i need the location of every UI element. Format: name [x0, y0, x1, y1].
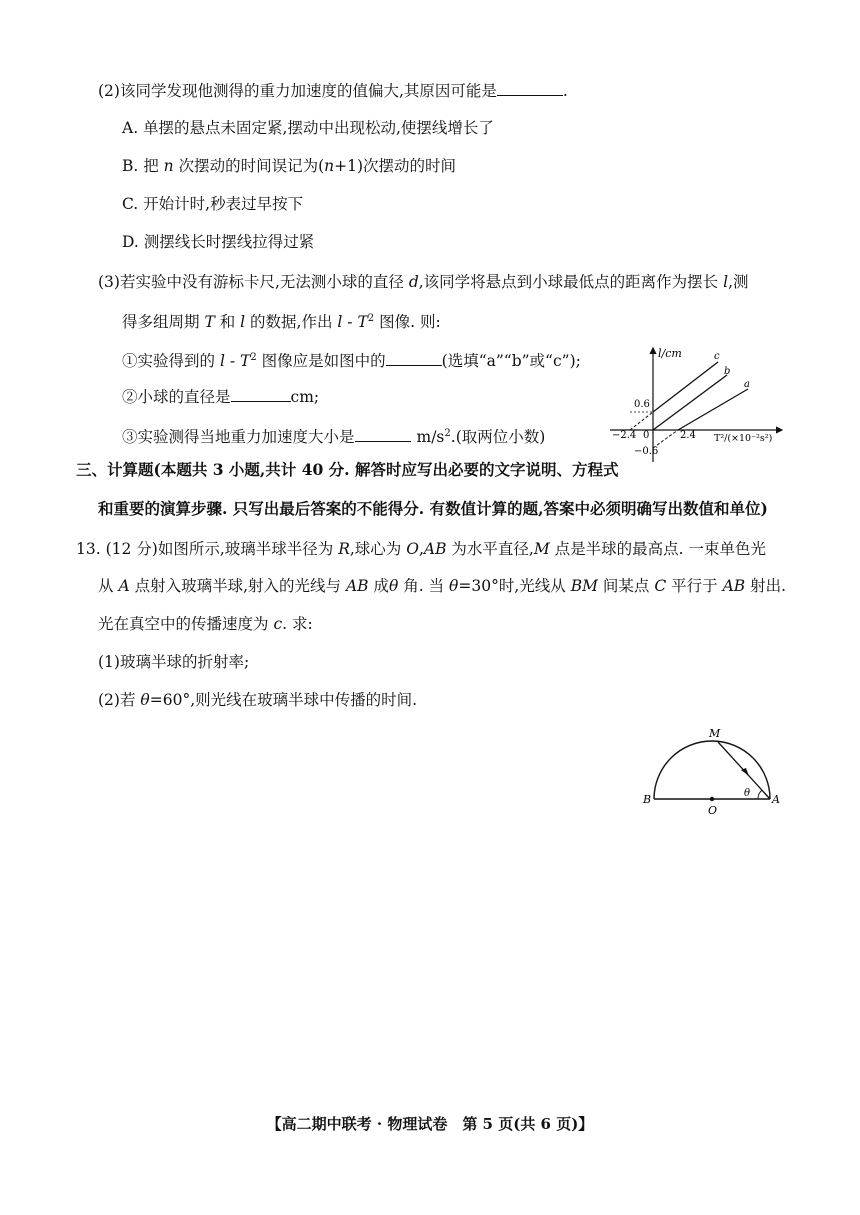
l-t2-graph	[600, 340, 790, 465]
hemisphere-diagram	[640, 722, 790, 822]
q13-line-1: 13. (12 分)如图所示,玻璃半球半径为 R,球心为 O,AB 为水平直径,M 点是半球的最高点. 一束单色光	[76, 540, 766, 558]
graph-y-neg: −0.6	[634, 446, 659, 457]
graph-origin: 0	[643, 430, 650, 441]
q2-option-a: A. 单摆的悬点未固定紧,摆动中出现松动,使摆线增长了	[122, 119, 494, 137]
q2-answer-blank[interactable]	[497, 80, 563, 96]
q3-sub-2: ②小球的直径是 cm;	[122, 388, 320, 406]
q3-line-1: (3)若实验中没有游标卡尺,无法测小球的直径 d,该同学将悬点到小球最低点的距离作为摆长 l,测	[98, 273, 749, 291]
q3-sub2-blank[interactable]	[231, 386, 291, 402]
theta-label: θ	[744, 788, 751, 799]
graph-line-c-label: c	[714, 351, 720, 362]
center-point-o	[710, 797, 714, 801]
hemisphere-arc	[654, 741, 770, 799]
graph-line-a-label: a	[744, 379, 750, 390]
q13-line-2: 从 A 点射入玻璃半球,射入的光线与 AB 成θ 角. 当 θ=30°时,光线从 BM 间某点 C 平行于 AB 射出.	[98, 577, 787, 595]
graph-line-b-label: b	[724, 366, 731, 377]
q2-stem: (2)该同学发现他测得的重力加速度的值偏大,其原因可能是 .	[98, 82, 568, 100]
graph-x-pos: 2.4	[680, 430, 696, 441]
q13-line-3: 光在真空中的传播速度为 c. 求:	[98, 615, 313, 633]
point-a-label: A	[772, 793, 780, 806]
point-o-label: O	[708, 804, 718, 817]
q3-sub-3: ③实验测得当地重力加速度大小是 $m/s^2$.(取两位小数)	[122, 428, 546, 447]
page-footer: 【高二期中联考 · 物理试卷 第 5 页(共 6 页)】	[266, 1115, 594, 1133]
line-c-dashed	[630, 412, 653, 430]
graph-x-neg: −2.4	[612, 430, 637, 441]
graph-y-label: l/cm	[658, 347, 682, 360]
graph-y-pos: 0.6	[634, 399, 650, 410]
q13-part-1: (1)玻璃半球的折射率;	[98, 653, 250, 671]
section-3-heading: 三、计算题(本题共 3 小题,共计 40 分. 解答时应写出必要的文字说明、方程式	[76, 460, 619, 479]
q3-line-2: 得多组周期 T 和 l 的数据,作出 l - $T^2$ 图像. 则:	[122, 313, 441, 332]
theta-arc	[758, 790, 762, 799]
section-3-heading-cont: 和重要的演算步骤. 只写出最后答案的不能得分. 有数值计算的题,答案中必须明确写出数值和单位)	[98, 499, 768, 518]
q3-sub1-blank[interactable]	[386, 350, 442, 366]
line-c	[653, 362, 718, 412]
q13-part-2: (2)若 θ=60°,则光线在玻璃半球中传播的时间.	[98, 691, 418, 709]
point-b-label: B	[643, 793, 652, 806]
graph-x-label: T²/(×10⁻²s²)	[714, 433, 773, 444]
q3-sub3-blank[interactable]	[355, 426, 411, 442]
q3-sub-1: ①实验得到的 l - $T^2$ 图像应是如图中的 (选填“a”“b”或“c”);	[122, 352, 581, 371]
q2-option-b: B. 把 n 次摆动的时间误记为(n+1)次摆动的时间	[122, 157, 457, 175]
q2-option-c: C. 开始计时,秒表过早按下	[122, 195, 304, 213]
q2-option-d: D. 测摆线长时摆线拉得过紧	[122, 233, 315, 251]
point-m-label: M	[709, 727, 721, 740]
line-a	[678, 389, 748, 430]
